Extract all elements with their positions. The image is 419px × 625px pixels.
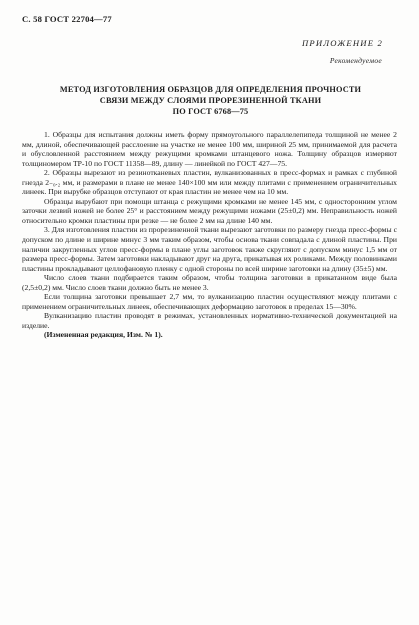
appendix-status: Рекомендуемое [329,56,382,65]
title-line-1: МЕТОД ИЗГОТОВЛЕНИЯ ОБРАЗЦОВ ДЛЯ ОПРЕДЕЛЕНИЯ ПРОЧНОСТИ [59,85,362,94]
document-body [22,130,397,340]
amendment-note: (Измененная редакция, Изм. № 1). [44,330,163,340]
paragraph-2: 2. Образцы вырезают из резинотканевых пластин, вулканизованных в пресс-формах и рамках с глубиной гнезда 2₋₀.₂ мм, и размерами в плане не менее 140×100 мм или между плитами с применением ограничительных линеек. При вырубке образцов отступают от края пластин не менее чем на 10 мм. [22,168,397,197]
running-head: С. 58 ГОСТ 22704—77 [22,14,112,24]
document-title [24,84,397,118]
paragraph-1: 1. Образцы для испытания должны иметь форму прямоугольного параллелепипеда толщиной не менее 2 мм, длиной, обеспечивающей расслоение на участке не менее 100 мм, шириной 25 мм, принимаемой для расчета и обусловленной расстоянием между режущими кромками штанцевого ножа. Толщину образцов измеряют толщиномером ТР-10 по ГОСТ 11358—89, длину — линейкой по ГОСТ 427—75. [22,130,397,168]
title-line-2: СВЯЗИ МЕЖДУ СЛОЯМИ ПРОРЕЗИНЕННОЙ ТКАНИ [99,96,322,106]
paragraph-5: Число слоев ткани подбирается таким образом, чтобы толщина заготовки в прикатанном виде была (2,5±0,2) мм. Число слоев ткани должно быть не менее 3. [22,273,397,292]
paragraph-3: Образцы вырубают при помощи штанца с режущими кромками не менее 145 мм, с односторонним углом заточки лезвий ножей не более 25° и расстоянием между режущими ножами (25±0,2) мм. Неправильность ножей относительно кромки пластины при резке — не более 2 мм на длине 140 мм. [22,196,397,225]
paragraph-7: Вулканизацию пластин проводят в режимах, установленных нормативно-технической документацией на изделие. [22,311,397,330]
paragraph-4: 3. Для изготовления пластин из прорезиненной ткани вырезают заготовки по размеру гнезда пресс-формы с допуском по длине и ширине минус 3 мм таким образом, чтобы основа ткани совпадала с длиной пластины. При наличии закругленных углов пресс-формы в плане углы заготовок также скругляют с допуском минус 1,5 мм от размера пресс-формы. Затем заготовки накладывают друг на друга, прикатывая их роликами. Между половинками пластины прокладывают целлофановую пленку с одной стороны по всей ширине заготовки на длину (35±5) мм. [22,225,397,273]
appendix-label: ПРИЛОЖЕНИЕ 2 [302,38,383,48]
paragraph-6: Если толщина заготовки превышает 2,7 мм, то вулканизацию пластин осуществляют между плитами с применением ограничительных линеек, обеспечивающих деформацию заготовок в пределах 15—30%. [22,292,397,311]
title-line-3: ПО ГОСТ 6768—75 [172,107,249,117]
